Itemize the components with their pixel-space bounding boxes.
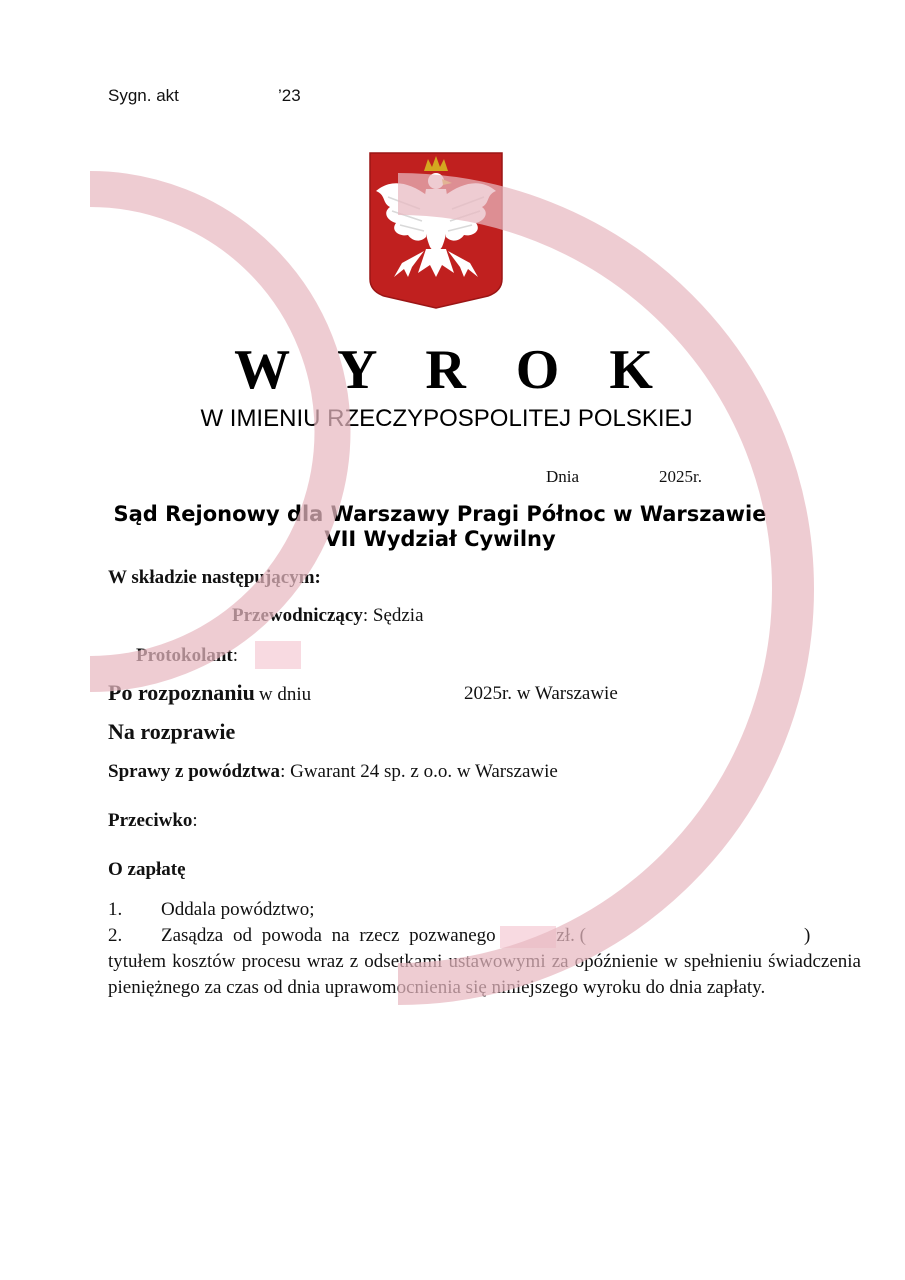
list-item (108, 897, 861, 923)
eagle-emblem-icon (368, 151, 504, 309)
redacted-clerk-name (255, 641, 301, 669)
item-text-c: ) (803, 925, 811, 946)
plaintiff-value: : Gwarant 24 sp. z o.o. w Warszawie (280, 761, 558, 782)
defendant-value: : (192, 810, 198, 831)
court-division: VII Wydział Cywilny (324, 527, 556, 551)
court-name: Sąd Rejonowy dla Warszawy Pragi Północ w Warszawie (113, 502, 767, 526)
judgment-title: W Y R O K (234, 339, 671, 401)
hearing-label: Po rozpoznaniu (108, 680, 255, 705)
case-reference-suffix (278, 86, 301, 106)
item-text: Oddala powództwo; (161, 899, 315, 920)
clerk-line (136, 645, 238, 667)
item-number: 2. (108, 925, 123, 946)
case-subject: O zapłatę (108, 859, 186, 880)
hearing-line (108, 680, 311, 706)
case-reference-year: ’23 (278, 86, 301, 105)
list-item (108, 923, 861, 949)
clerk-value: : (232, 645, 239, 666)
composition-heading: W składzie następującym: (108, 567, 321, 588)
operative-items (108, 897, 861, 1001)
hearing-date-place: 2025r. w Warszawie (464, 683, 618, 704)
defendant-line (108, 810, 198, 832)
date-label: Dnia (546, 467, 580, 486)
plaintiff-line (108, 761, 558, 783)
case-reference (108, 86, 179, 106)
judgment-subtitle: W IMIENIU RZECZYPOSPOLITEJ POLSKIEJ (200, 405, 693, 432)
redacted-amount (500, 926, 556, 948)
plaintiff-label: Sprawy z powództwa (108, 761, 281, 782)
clerk-label: Protokolant (136, 645, 233, 666)
item-text-a: Zasądza od powoda na rzecz pozwanego (161, 925, 496, 946)
case-reference-label: Sygn. akt (108, 86, 179, 105)
list-item-continuation: tytułem kosztów procesu wraz z odsetkami ustawowymi za opóźnienie w spełnieniu świadczenia pieniężnego za czas od dnia uprawomocnienia się niniejszego wyroku do dnia zapłaty. (108, 951, 861, 998)
date-year: 2025r. (659, 467, 702, 486)
chair-label: Przewodniczący (232, 605, 363, 626)
on-trial: Na rozprawie (108, 719, 236, 744)
hearing-on-day: w dniu (258, 684, 312, 705)
item-text-b: zł. ( (556, 925, 586, 946)
item-number: 1. (108, 899, 123, 920)
chair-line (232, 605, 424, 627)
defendant-label: Przeciwko (108, 810, 193, 831)
chair-value: : Sędzia (362, 605, 424, 626)
